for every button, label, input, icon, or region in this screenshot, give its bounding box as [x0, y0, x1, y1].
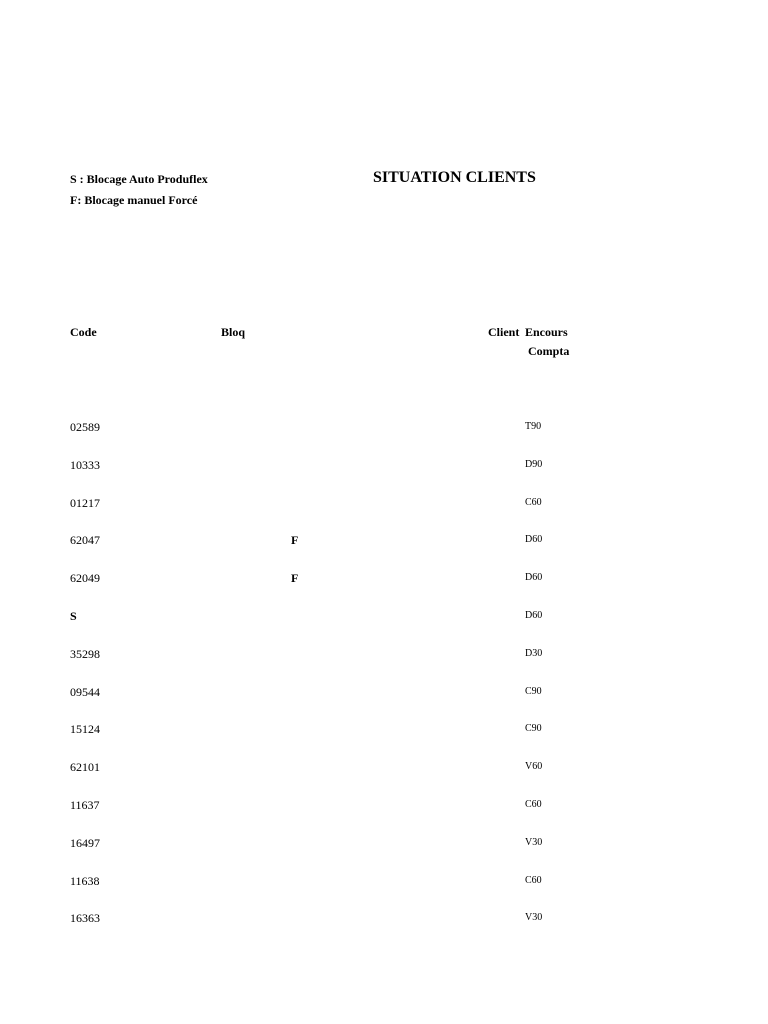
encours-compta-value: C90: [525, 686, 542, 697]
encours-compta-value: C60: [525, 799, 542, 810]
encours-compta-value: D60: [525, 534, 543, 545]
encours-compta-value: D90: [525, 459, 543, 470]
client-code: 16363: [70, 911, 100, 925]
client-code: 62049: [70, 571, 100, 585]
encours-compta-value: C60: [525, 875, 542, 886]
client-code: 01217: [70, 496, 100, 510]
block-flag: F: [291, 533, 299, 547]
encours-compta-value: T90: [525, 421, 542, 432]
client-code: 62047: [70, 533, 100, 547]
header-compta: Compta: [528, 344, 570, 358]
header-code: Code: [70, 325, 97, 339]
table-row: [0, 571, 768, 591]
table-row: [0, 533, 768, 553]
header-encours: Encours: [525, 325, 568, 339]
client-code: 11637: [70, 798, 100, 812]
table-row: [0, 874, 768, 894]
encours-compta-value: V30: [525, 837, 543, 848]
block-flag: F: [291, 571, 299, 585]
legend-auto-block: S : Blocage Auto Produflex: [70, 172, 208, 186]
header-client: Client: [488, 325, 520, 339]
encours-compta-value: C60: [525, 497, 542, 508]
client-code: S: [70, 609, 77, 623]
client-code: 02589: [70, 420, 100, 434]
table-row: [0, 722, 768, 742]
table-row: [0, 836, 768, 856]
encours-compta-value: D30: [525, 648, 543, 659]
client-code: 10333: [70, 458, 100, 472]
table-row: [0, 798, 768, 818]
table-row: [0, 609, 768, 629]
table-row: [0, 420, 768, 440]
table-row: [0, 496, 768, 516]
header-bloq: Bloq: [221, 325, 246, 339]
page-title: SITUATION CLIENTS: [373, 169, 536, 186]
client-code: 62101: [70, 760, 100, 774]
legend-manual-block: F: Blocage manuel Forcé: [70, 193, 198, 207]
table-row: [0, 647, 768, 667]
client-code: 16497: [70, 836, 100, 850]
client-code: 09544: [70, 685, 100, 699]
client-code: 35298: [70, 647, 100, 661]
encours-compta-value: V30: [525, 912, 543, 923]
table-row: [0, 685, 768, 705]
encours-compta-value: C90: [525, 723, 542, 734]
client-code: 11638: [70, 874, 100, 888]
encours-compta-value: D60: [525, 610, 543, 621]
encours-compta-value: V60: [525, 761, 543, 772]
table-row: [0, 911, 768, 931]
client-code: 15124: [70, 722, 100, 736]
table-row: [0, 760, 768, 780]
encours-compta-value: D60: [525, 572, 543, 583]
table-row: [0, 458, 768, 478]
